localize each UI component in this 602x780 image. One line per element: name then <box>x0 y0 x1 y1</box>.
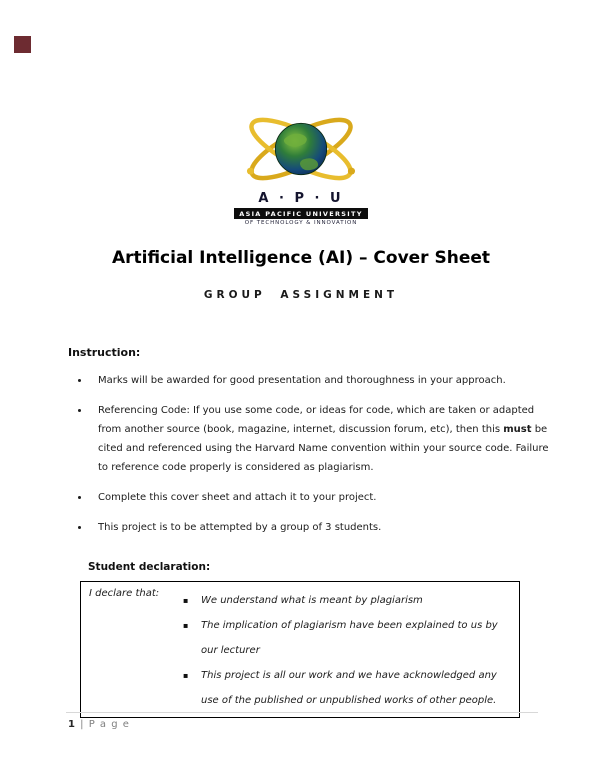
globe-orbit-icon <box>239 108 363 190</box>
instruction-item <box>90 488 552 507</box>
instruction-item-text: Complete this cover sheet and attach it to your project. <box>98 492 377 503</box>
instruction-item-text: This project is to be attempted by a group of 3 students. <box>98 522 382 533</box>
page-subtitle: GROUP ASSIGNMENT <box>203 289 399 301</box>
footer-divider <box>66 712 538 713</box>
instruction-item <box>90 371 552 390</box>
table-row <box>81 582 520 718</box>
declaration-item: ▪ The implication of plagiarism have been explained to us by our lecturer <box>181 613 513 663</box>
page-title: Artificial Intelligence (AI) – Cover Sheet <box>111 248 491 268</box>
footer-page-label: | P a g e <box>80 719 130 730</box>
logo-acronym: A · P · U <box>258 191 344 206</box>
declaration-item: ▪ This project is all our work and we have acknowledged any use of the published or unpublished works of other people. <box>181 663 513 713</box>
page-number-footer <box>68 719 130 730</box>
declaration-heading: Student declaration: <box>88 561 211 573</box>
instruction-item-text: Marks will be awarded for good presentation and thoroughness in your approach. <box>98 375 506 386</box>
instruction-item <box>90 401 552 477</box>
declaration-items-cell <box>173 582 520 718</box>
logo-tagline: OF TECHNOLOGY & INNOVATION <box>244 220 358 226</box>
declaration-label: I declare that: <box>89 588 160 599</box>
instruction-item-text: Referencing Code: If you use some code, or ideas for code, which are taken or adapted from another source (book, magazine, internet, discussion forum, etc), then this <box>98 405 535 435</box>
declaration-list <box>181 588 513 713</box>
instruction-list <box>70 371 552 548</box>
instruction-heading: Instruction: <box>68 346 141 359</box>
instruction-item <box>90 518 552 537</box>
declaration-item: ▪ We understand what is meant by plagiarism <box>181 588 513 613</box>
corner-accent-square <box>14 36 31 53</box>
logo-university-name: ASIA PACIFIC UNIVERSITY <box>234 208 367 219</box>
instruction-item-text: be cited and referenced using the Harvard Name convention within your source code. Failure to reference code properly is considered as plagiarism. <box>98 424 549 473</box>
instruction-item-bold-word: must <box>503 424 532 435</box>
apu-logo <box>0 108 602 226</box>
declaration-table <box>80 581 520 718</box>
footer-page-number: 1 <box>68 719 76 730</box>
